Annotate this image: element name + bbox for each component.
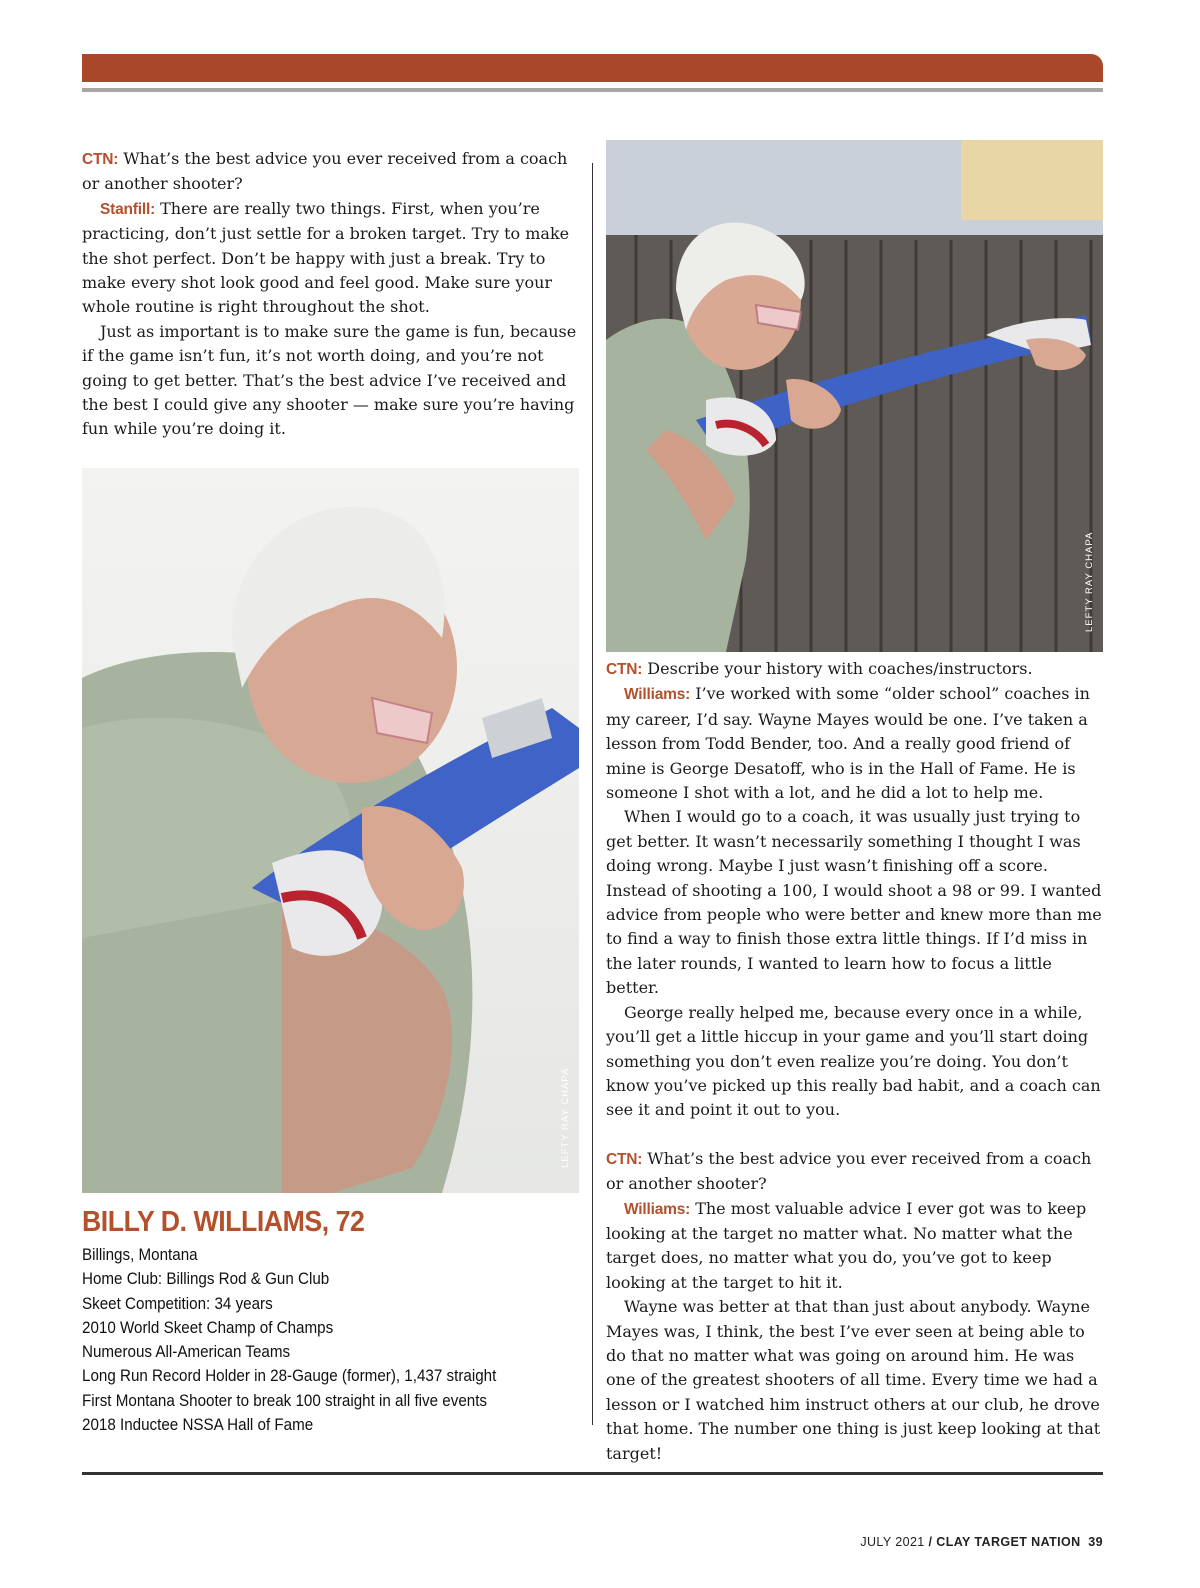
left-column-text [82, 147, 580, 442]
right-paragraph [606, 1147, 1103, 1197]
left-paragraph [82, 197, 580, 320]
paragraph-text: George really helped me, because every once in a while, you’ll get a little hiccup in your game and you’ll start doing something you don’t even realize you’re doing. You don’t know you’ve picked up this really bad habit, and a coach can see it and point it out to you. [606, 1002, 1101, 1120]
paragraph-text: When I would go to a coach, it was usually just trying to get better. It wasn’t necessarily something I thought I was doing wrong. Maybe I just wasn’t finishing off a score. Instead of shooting a 100, I would shoot a 98 or 99. I wanted advice from people who were better and knew more than me to find a way to finish those extra little things. If I’d miss in the later rounds, I wanted to learn how to focus a little better. [606, 807, 1102, 998]
profile-fact: Skeet Competition: 34 years [82, 1294, 273, 1313]
paragraph-text: What’s the best advice you ever received from a coach or another shooter? [82, 149, 568, 194]
paragraph-text: Wayne was better at that than just about anybody. Wayne Mayes was, I think, the best I’ve ever seen at being able to do that no matter what was going on around him. He was one of the greatest shooters of all time. Every time we had a lesson or I watched him instruct others at our club, he drove that home. The number one thing is just keep looking at that target! [606, 1297, 1101, 1463]
folio-page-number: 39 [1088, 1535, 1103, 1549]
right-paragraph [606, 805, 1103, 1000]
paragraph-text: I’ve worked with some “older school” coaches in my career, I’d say. Wayne Mayes would be one. I’ve taken a lesson from Todd Bender, too. And a really good friend of mine is George Desatoff, who is in the Hall of Fame. He is someone I shot with a lot, and he did a lot to help me. [606, 684, 1090, 803]
profile-fact: 2010 World Skeet Champ of Champs [82, 1318, 334, 1337]
speaker-label: Williams: [624, 1200, 691, 1218]
column-divider [592, 163, 593, 1425]
speaker-label: CTN: [606, 661, 643, 678]
speaker-label: CTN: [82, 151, 119, 168]
speaker-label: CTN: [606, 1150, 643, 1168]
photo-credit-left: LEFTY RAY CHAPA [560, 1067, 571, 1168]
speaker-label: Williams: [624, 686, 691, 704]
paragraph-text: What’s the best advice you ever received from a coach or another shooter? [606, 1148, 1092, 1194]
right-paragraph [606, 682, 1103, 805]
paragraph-text: Just as important is to make sure the game is fun, because if the game isn’t fun, it’s not worth doing, and you’re not going to get better. That’s the best advice I’ve received and the best I could give any shooter — make sure you’re having fun while you’re doing it. [82, 321, 577, 439]
header-color-bar [82, 54, 1103, 82]
profile-fact: 2018 Inductee NSSA Hall of Fame [82, 1416, 314, 1435]
folio-date: JULY 2021 [860, 1535, 925, 1549]
right-column-text [606, 657, 1103, 1466]
page-folio [860, 1535, 1103, 1549]
photo-illustration-left [82, 468, 579, 1193]
right-paragraph [606, 1295, 1103, 1466]
photo-illustration-right [606, 140, 1103, 652]
profile-fact: Numerous All-American Teams [82, 1343, 291, 1362]
paragraph-text: Describe your history with coaches/instructors. [642, 659, 1033, 678]
profile-fact: Billings, Montana [82, 1246, 198, 1264]
speaker-label: Stanfill: [100, 200, 156, 218]
profile-fact: Home Club: Billings Rod & Gun Club [82, 1270, 330, 1289]
profile-facts [82, 1243, 582, 1437]
right-paragraph [606, 657, 1103, 682]
folio-separator: / [924, 1535, 937, 1549]
left-paragraph [82, 147, 580, 197]
folio-magazine: CLAY TARGET NATION [936, 1535, 1081, 1549]
footer-rule [82, 1472, 1103, 1475]
profile-box [82, 1206, 582, 1437]
photo-williams-shooting-fence [606, 140, 1103, 652]
photo-credit-right: LEFTY RAY CHAPA [1084, 531, 1095, 632]
photo-williams-shooting-closeup [82, 468, 579, 1193]
right-paragraph [606, 1001, 1103, 1123]
profile-fact: Long Run Record Holder in 28-Gauge (former), 1,437 straight [82, 1367, 497, 1386]
header-rule [82, 88, 1103, 92]
profile-fact: First Montana Shooter to break 100 straight in all five events [82, 1391, 488, 1410]
profile-name: BILLY D. WILLIAMS, 72 [82, 1206, 365, 1238]
left-paragraph [82, 320, 580, 442]
right-paragraph [606, 1197, 1103, 1296]
paragraph-text: There are really two things. First, when you’re practicing, don’t just settle for a broken target. Try to make the shot perfect. Don’t be happy with just a break. Try to make every shot look good and feel good. Make sure your whole routine is right throughout the shot. [82, 198, 570, 317]
paragraph-text: The most valuable advice I ever got was to keep looking at the target no matter what. No matter what the target does, no matter what you do, you’ve got to keep looking at the target to hit it. [606, 1198, 1087, 1292]
